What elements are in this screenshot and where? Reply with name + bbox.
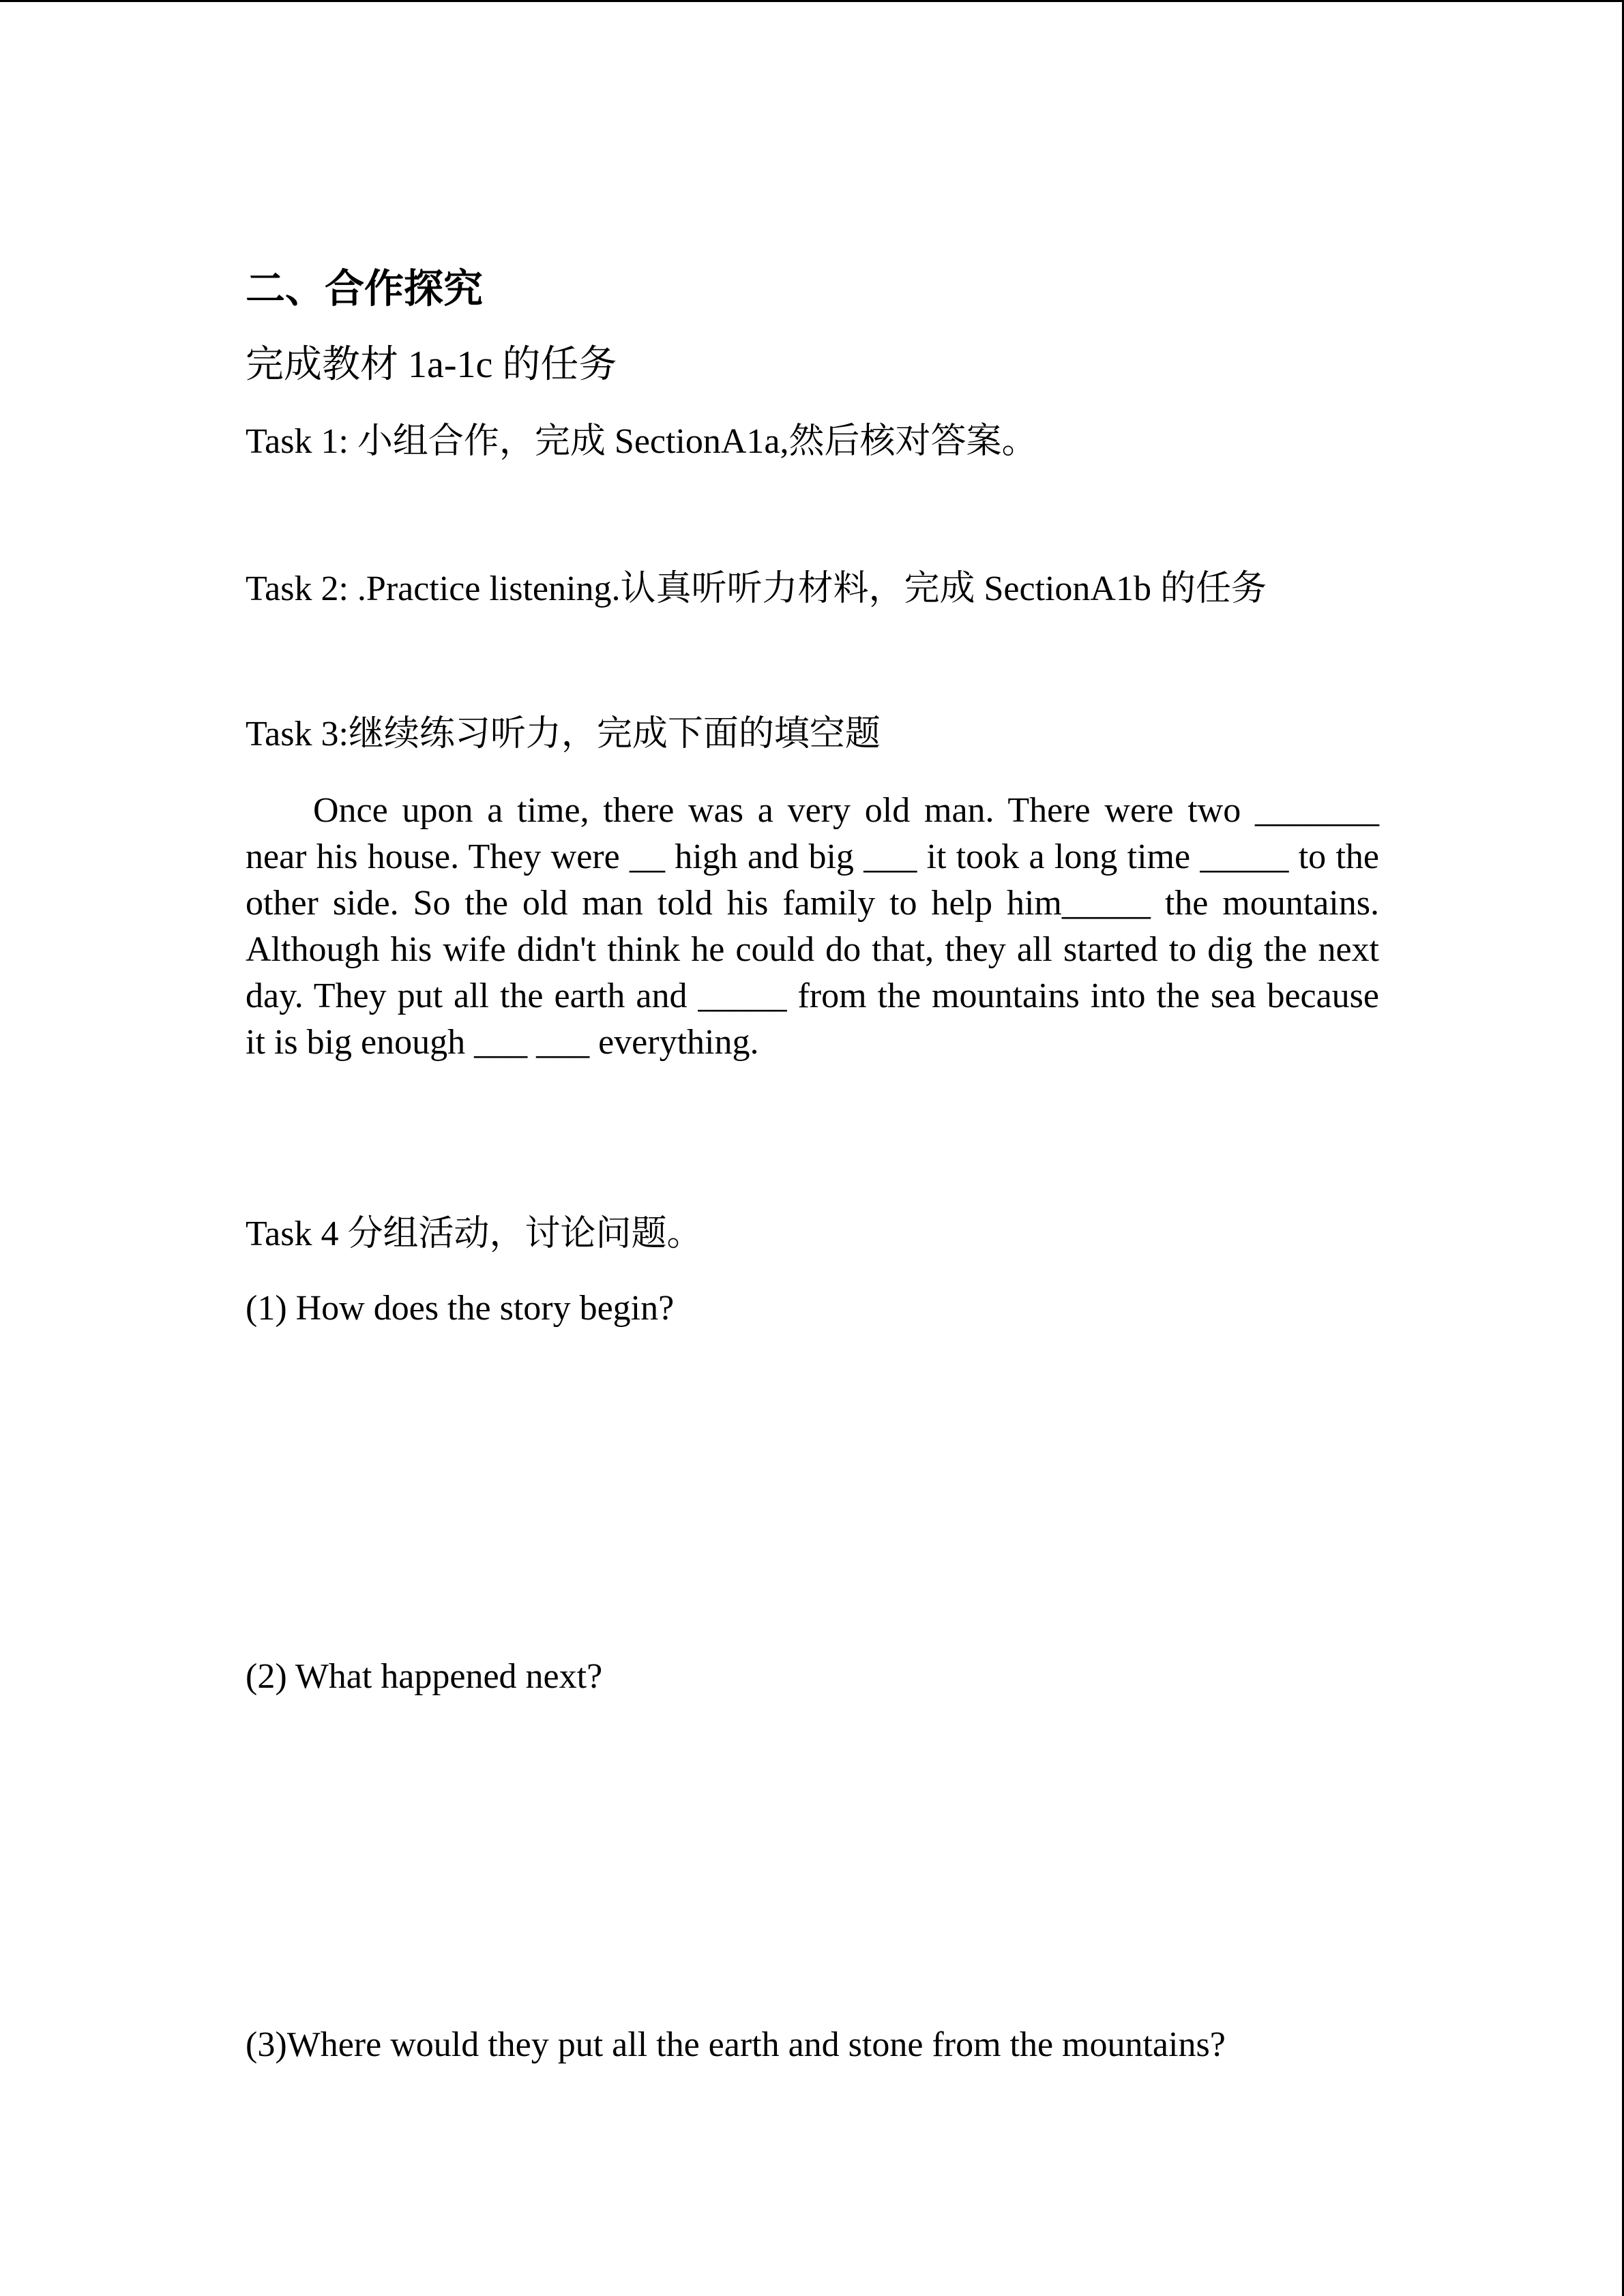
task-1: Task 1: 小组合作，完成 SectionA1a,然后核对答案。 <box>246 422 1037 461</box>
task-4: Task 4 分组活动，讨论问题。 <box>246 1214 703 1253</box>
page-border-top <box>0 0 1624 2</box>
question-3: (3)Where would they put all the earth and stone from the mountains? <box>246 2025 1226 2064</box>
section-subheading: 完成教材 1a-1c 的任务 <box>246 344 617 386</box>
task-3: Task 3:继续练习听力，完成下面的填空题 <box>246 715 881 754</box>
section-heading: 二、合作探究 <box>246 267 484 311</box>
question-1: (1) How does the story begin? <box>246 1289 675 1328</box>
question-2: (2) What happened next? <box>246 1657 603 1696</box>
task-2: Task 2: .Practice listening.认真听听力材料，完成 SectionA1b 的任务 <box>246 569 1267 608</box>
fill-in-passage: Once upon a time, there was a very old man. There were two _______ near his house. They were __ high and big ___ it took a long time _____ to the other side. So the old man told his family to help him_____ the mountains. Although his wife didn't think he could do that, they all started to dig the next day. They put all the earth and _____ from the mountains into the sea because it is big enough ___ ___ everything. <box>246 791 1379 1062</box>
